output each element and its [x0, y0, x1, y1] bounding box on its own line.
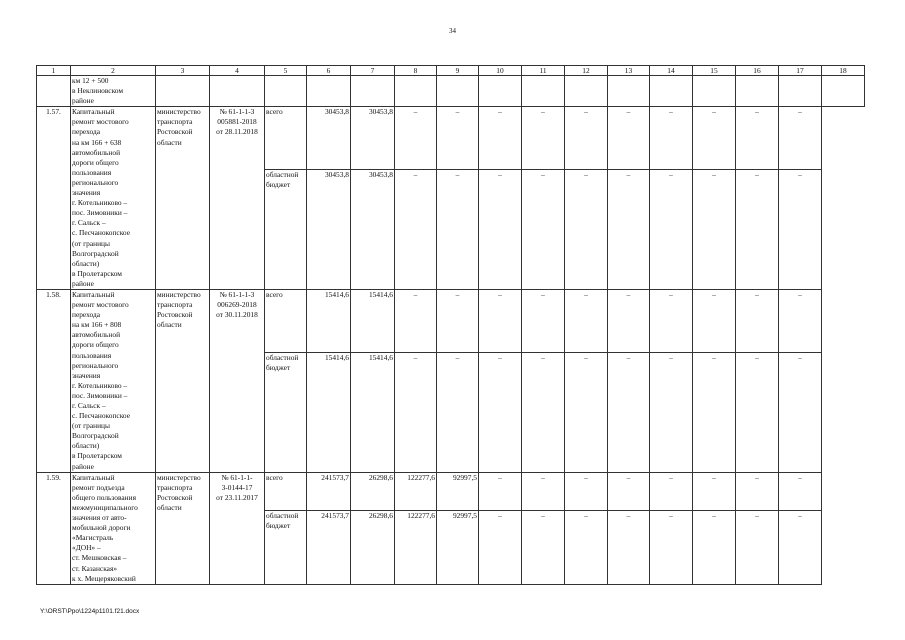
- total-value: –: [736, 472, 779, 511]
- continuation-text: км 12 + 500 в Неклиновском районе: [71, 76, 156, 107]
- budget-value: –: [736, 352, 779, 472]
- budget-value: –: [779, 352, 822, 472]
- source-budget-label: областной бюджет: [265, 511, 307, 585]
- budget-value: 15414,6: [351, 352, 395, 472]
- total-value: –: [522, 107, 565, 170]
- budget-value: –: [437, 352, 479, 472]
- column-number-8: 8: [395, 66, 437, 76]
- total-value: 122277,6: [395, 472, 437, 511]
- column-number-6: 6: [307, 66, 351, 76]
- total-value: –: [522, 472, 565, 511]
- total-value: –: [565, 107, 608, 170]
- row-number: 1.57.: [37, 107, 71, 290]
- column-number-15: 15: [693, 66, 736, 76]
- total-value: –: [565, 289, 608, 352]
- expertise-document: № 61-1-1-3 005881-2018 от 28.11.2018: [210, 107, 265, 290]
- total-value: 30453,8: [351, 107, 395, 170]
- budget-value: 15414,6: [307, 352, 351, 472]
- budget-value: –: [736, 170, 779, 290]
- total-value: 241573,7: [307, 472, 351, 511]
- row-number: 1.58.: [37, 289, 71, 472]
- total-value: –: [650, 289, 693, 352]
- total-value: –: [779, 107, 822, 170]
- table-row: [37, 289, 865, 352]
- table-row: [37, 107, 865, 170]
- column-number-2: 2: [71, 66, 156, 76]
- budget-value: –: [608, 511, 650, 585]
- column-number-4: 4: [210, 66, 265, 76]
- customer: министерство транспорта Ростовской области: [156, 107, 210, 290]
- budget-value: 30453,8: [351, 170, 395, 290]
- column-number-1: 1: [37, 66, 71, 76]
- budget-value: –: [479, 352, 522, 472]
- total-value: –: [650, 107, 693, 170]
- budget-value: –: [608, 170, 650, 290]
- budget-value: –: [693, 170, 736, 290]
- budget-value: –: [479, 170, 522, 290]
- source-total-label: всего: [265, 107, 307, 170]
- column-number-7: 7: [351, 66, 395, 76]
- budget-value: –: [522, 170, 565, 290]
- total-value: 15414,6: [351, 289, 395, 352]
- column-number-header: [37, 66, 865, 76]
- total-value: –: [608, 289, 650, 352]
- budget-value: –: [650, 352, 693, 472]
- total-value: –: [437, 107, 479, 170]
- total-value: –: [608, 472, 650, 511]
- object-name: Капитальный ремонт подъезда общего пользования межмуниципального значения от авто- мобильной дороги «Магистраль «ДОН» – ст. Мешковская – ст. Казанская» к х. Мещеряковский: [71, 472, 156, 584]
- total-value: –: [608, 107, 650, 170]
- budget-value: –: [693, 352, 736, 472]
- continuation-row: [37, 76, 865, 107]
- column-number-13: 13: [608, 66, 650, 76]
- budget-value: –: [608, 352, 650, 472]
- total-value: –: [522, 289, 565, 352]
- budget-value: –: [650, 170, 693, 290]
- budget-value: –: [565, 352, 608, 472]
- budget-value: –: [395, 170, 437, 290]
- total-value: –: [395, 289, 437, 352]
- budget-value: 122277,6: [395, 511, 437, 585]
- customer: министерство транспорта Ростовской области: [156, 289, 210, 472]
- budget-value: –: [650, 511, 693, 585]
- budget-value: –: [565, 170, 608, 290]
- budget-value: –: [565, 511, 608, 585]
- budget-value: –: [479, 511, 522, 585]
- budget-value: 241573,7: [307, 511, 351, 585]
- table-row: [37, 472, 865, 511]
- budget-value: –: [395, 352, 437, 472]
- column-number-14: 14: [650, 66, 693, 76]
- total-value: –: [693, 472, 736, 511]
- total-value: –: [779, 472, 822, 511]
- budget-value: 26298,6: [351, 511, 395, 585]
- budget-value: –: [522, 352, 565, 472]
- object-name: Капитальный ремонт мостового перехода на км 166 + 808 автомобильной дороги общего пользования регионального значения г. Котельниково – пос. Зимовники – г. Сальск – с. Песчанокопское (от границы Волгоградской области) в Пролетарском районе: [71, 289, 156, 472]
- total-value: 26298,6: [351, 472, 395, 511]
- total-value: –: [650, 472, 693, 511]
- total-value: –: [395, 107, 437, 170]
- total-value: –: [736, 107, 779, 170]
- financing-table: [36, 65, 865, 585]
- total-value: –: [736, 289, 779, 352]
- customer: министерство транспорта Ростовской области: [156, 472, 210, 584]
- total-value: –: [693, 289, 736, 352]
- total-value: –: [437, 289, 479, 352]
- budget-value: –: [736, 511, 779, 585]
- total-value: 30453,8: [307, 107, 351, 170]
- expertise-document: № 61-1-1- 3-0144-17 от 23.11.2017: [210, 472, 265, 584]
- expertise-document: № 61-1-1-3 006269-2018 от 30.11.2018: [210, 289, 265, 472]
- total-value: –: [479, 289, 522, 352]
- column-number-3: 3: [156, 66, 210, 76]
- source-total-label: всего: [265, 472, 307, 511]
- budget-value: 92997,5: [437, 511, 479, 585]
- source-budget-label: областной бюджет: [265, 352, 307, 472]
- column-number-18: 18: [822, 66, 865, 76]
- column-number-16: 16: [736, 66, 779, 76]
- budget-value: –: [693, 511, 736, 585]
- column-number-5: 5: [265, 66, 307, 76]
- total-value: –: [479, 472, 522, 511]
- budget-value: 30453,8: [307, 170, 351, 290]
- total-value: 92997,5: [437, 472, 479, 511]
- budget-value: –: [437, 170, 479, 290]
- total-value: –: [479, 107, 522, 170]
- column-number-10: 10: [479, 66, 522, 76]
- column-number-12: 12: [565, 66, 608, 76]
- source-budget-label: областной бюджет: [265, 170, 307, 290]
- total-value: 15414,6: [307, 289, 351, 352]
- page-number: 34: [449, 27, 456, 35]
- file-path-footer: Y:\ORST\Ppo\1224p1101.f21.docx: [40, 608, 140, 615]
- total-value: –: [779, 289, 822, 352]
- table-body: [37, 66, 865, 585]
- total-value: –: [693, 107, 736, 170]
- object-name: Капитальный ремонт мостового перехода на км 166 + 638 автомобильной дороги общего пользования регионального значения г. Котельниково – пос. Зимовники – г. Сальск – с. Песчанокопское (от границы Волгоградской области) в Пролетарском районе: [71, 107, 156, 290]
- budget-value: –: [522, 511, 565, 585]
- budget-value: –: [779, 511, 822, 585]
- row-number: 1.59.: [37, 472, 71, 584]
- column-number-17: 17: [779, 66, 822, 76]
- column-number-9: 9: [437, 66, 479, 76]
- source-total-label: всего: [265, 289, 307, 352]
- column-number-11: 11: [522, 66, 565, 76]
- budget-value: –: [779, 170, 822, 290]
- total-value: –: [565, 472, 608, 511]
